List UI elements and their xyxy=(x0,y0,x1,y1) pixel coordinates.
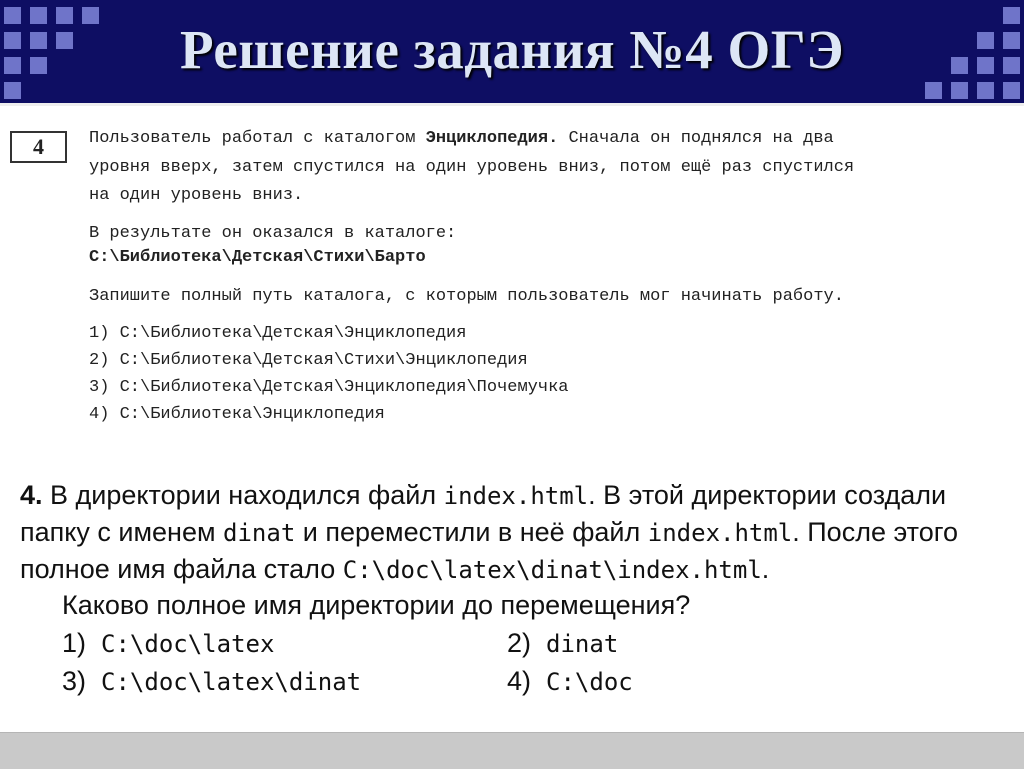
task-intro-line-2: уровня вверх, затем спустился на один уровень вниз, потом ещё раз спустился xyxy=(89,158,855,177)
q4-option-1: 1) C:\doc\latex xyxy=(62,628,275,658)
q4-line-1: 4. В директории находился файл index.html. В этой директории создали xyxy=(20,480,947,510)
task-question: Запишите полный путь каталога, с которым пользователь мог начинать работу. xyxy=(89,287,844,306)
task-intro-line-3: на один уровень вниз. xyxy=(89,186,304,205)
slide-footer-bar xyxy=(0,732,1024,769)
q4-option-2: 2) dinat xyxy=(507,628,619,658)
task-result-path: С:\Библиотека\Детская\Стихи\Барто xyxy=(89,248,426,267)
slide-header xyxy=(0,0,1024,103)
q4-question: Каково полное имя директории до перемещения? xyxy=(62,590,691,620)
task-intro-line-1: Пользователь работал с каталогом Энциклопедия. Сначала он поднялся на два xyxy=(89,129,834,148)
task-option: 2) С:\Библиотека\Детская\Стихи\Энциклопедия xyxy=(89,351,528,370)
task-number-box: 4 xyxy=(10,131,67,163)
q4-option-3: 3) C:\doc\latex\dinat xyxy=(62,666,362,696)
header-separator xyxy=(0,103,1024,106)
q4-line-3: полное имя файла стало C:\doc\latex\dinat\index.html. xyxy=(20,554,770,584)
task-result-label: В результате он оказался в каталоге: xyxy=(89,224,457,243)
task-catalog-name: Энциклопедия. xyxy=(425,129,559,148)
q4-option-4: 4) C:\doc xyxy=(507,666,633,696)
task-option: 3) С:\Библиотека\Детская\Энциклопедия\Почемучка xyxy=(89,378,569,397)
slide-title: Решение задания №4 ОГЭ xyxy=(179,19,845,80)
q4-number: 4. xyxy=(20,480,43,510)
task-option: 1) С:\Библиотека\Детская\Энциклопедия xyxy=(89,324,467,343)
q4-line-2: папку с именем dinat и переместили в неё файл index.html. После этого xyxy=(20,517,958,547)
task-option: 4) С:\Библиотека\Энциклопедия xyxy=(89,405,385,424)
